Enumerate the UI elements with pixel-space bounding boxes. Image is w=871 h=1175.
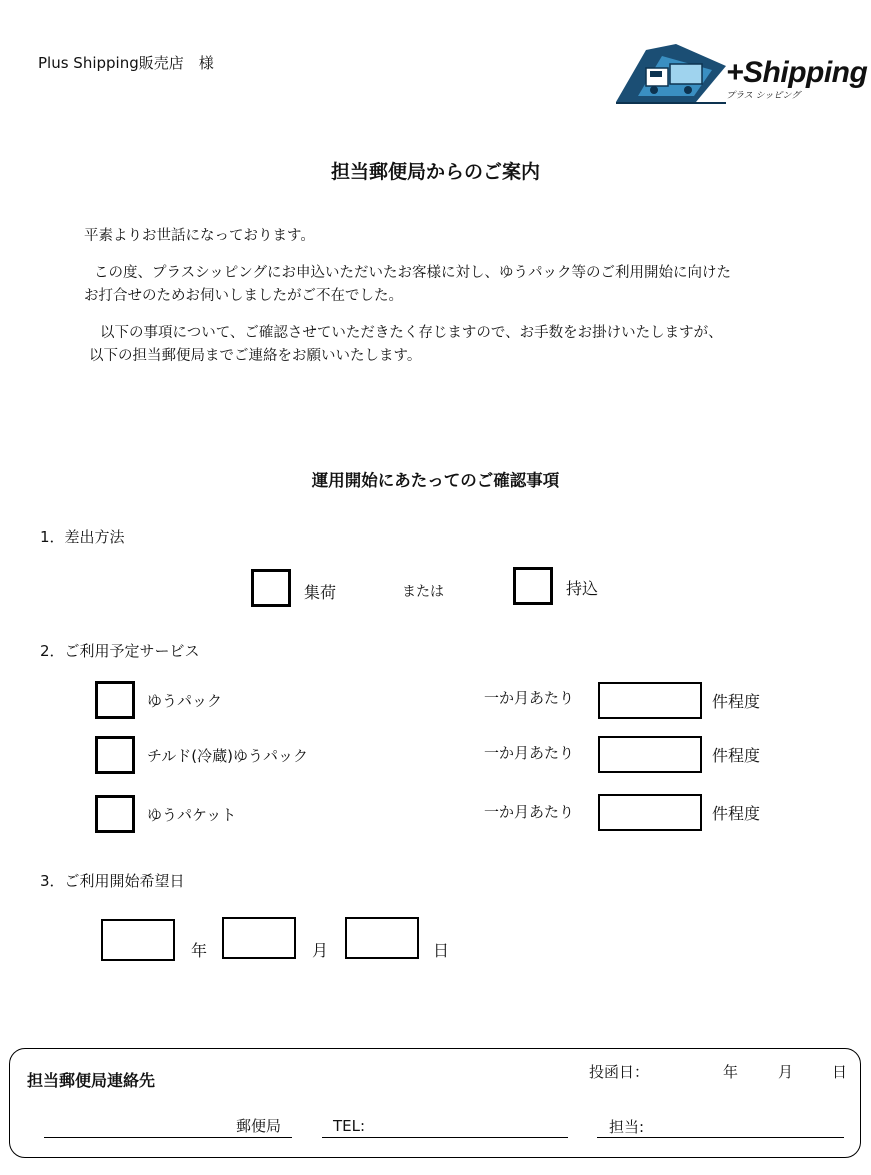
addressee: Plus Shipping販売店 様 [38,54,214,72]
person-label: 担当: [609,1118,645,1136]
start-day-field[interactable] [345,917,419,959]
section2-label: 2．ご利用予定サービス [40,642,200,660]
logo-subtitle: プラス シッピング [726,91,801,101]
or-text: または [402,584,444,600]
unit-label: 件程度 [712,692,761,711]
pickup-label: 集荷 [304,583,337,602]
unit-label: 件程度 [712,804,761,823]
day-label: 日 [433,941,450,960]
person-field[interactable] [597,1137,844,1138]
para2-line1: この度、プラスシッピングにお申込いただいたお客様に対し、ゆうパック等のご利用開始に向けた [94,265,731,281]
tel-field[interactable] [322,1137,568,1138]
service-label-chilled: チルド(冷蔵)ゆうパック [147,747,308,765]
section1-label: 1．差出方法 [40,528,125,546]
posting-year-label: 年 [723,1063,739,1081]
posting-month-label: 月 [778,1063,794,1081]
greeting: 平素よりお世話になっております。 [84,228,315,244]
per-month-label: 一か月あたり [484,803,575,821]
per-month-label: 一か月あたり [484,744,575,762]
count-field-yupack[interactable] [598,682,702,719]
para3-line1: 以下の事項について、ご確認させていただきたく存じますので、お手数をお掛けいたしますが、 [100,325,723,341]
contact-title: 担当郵便局連絡先 [27,1071,156,1090]
count-field-yupacket[interactable] [598,794,702,831]
para2-line2: お打合せのためお伺いしましたがご不在でした。 [84,288,403,304]
service-label-yupacket: ゆうパケット [147,806,237,824]
start-month-field[interactable] [222,917,296,959]
start-year-field[interactable] [101,919,175,961]
tel-label: TEL: [333,1117,366,1135]
service-label-yupack: ゆうパック [147,692,223,710]
post-office-label: 郵便局 [236,1117,282,1135]
confirm-title: 運用開始にあたってのご確認事項 [311,471,560,490]
year-label: 年 [191,941,208,960]
pickup-checkbox[interactable] [251,569,291,607]
service-checkbox-yupacket[interactable] [95,795,135,833]
posting-date-label: 投函日： [589,1063,650,1081]
section3-label: 3．ご利用開始希望日 [40,872,185,890]
dropoff-checkbox[interactable] [513,567,553,605]
service-checkbox-yupack[interactable] [95,681,135,719]
logo-wordmark: +Shipping [726,56,868,89]
page-title: 担当郵便局からのご案内 [330,161,540,183]
count-field-chilled[interactable] [598,736,702,773]
post-office-field[interactable] [44,1137,292,1138]
posting-day-label: 日 [832,1063,848,1081]
unit-label: 件程度 [712,746,761,765]
para3-line2: 以下の担当郵便局までご連絡をお願いいたします。 [89,348,422,364]
per-month-label: 一か月あたり [484,689,575,707]
month-label: 月 [312,941,329,960]
dropoff-label: 持込 [566,579,599,598]
service-checkbox-chilled[interactable] [95,736,135,774]
